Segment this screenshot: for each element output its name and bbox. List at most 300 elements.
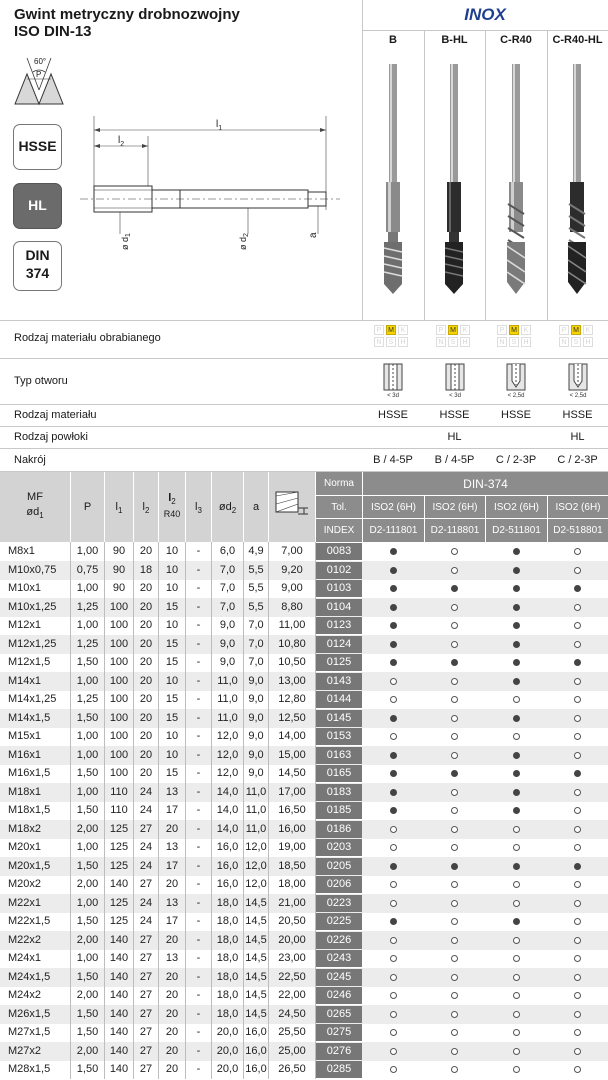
material-cell-n: N xyxy=(374,337,384,347)
index-cell: 0145 xyxy=(316,710,362,727)
square-a-cell: 14,5 xyxy=(244,894,269,913)
availability-open-dot xyxy=(574,1066,581,1073)
availability-open-dot xyxy=(390,733,397,740)
product-code: D2-518801 xyxy=(547,519,608,542)
length-l2-r40-cell: 15 xyxy=(159,690,186,709)
chamfer-value: B / 4-5P xyxy=(373,454,413,466)
availability-open-dot xyxy=(451,641,458,648)
availability-open-dot xyxy=(513,955,520,962)
availability-open-dot xyxy=(451,974,458,981)
availability-open-dot xyxy=(574,974,581,981)
thread-size-cell: M22x1,5 xyxy=(0,912,71,931)
thread-size-cell: M10x1,25 xyxy=(0,598,71,617)
index-cell: 0276 xyxy=(316,1043,362,1060)
diameter-d2-cell: 18,0 xyxy=(212,968,244,987)
availability-open-dot xyxy=(390,992,397,999)
chamfer-row xyxy=(0,448,608,472)
thread-size-cell: M16x1 xyxy=(0,746,71,765)
length-l3-cell: - xyxy=(186,820,212,839)
length-l3-cell: - xyxy=(186,672,212,691)
length-l2-cell: 20 xyxy=(134,542,159,561)
square-a-cell: 14,5 xyxy=(244,986,269,1005)
thread-size-cell: M22x1 xyxy=(0,894,71,913)
din-badge-line1: DIN xyxy=(25,247,50,263)
pitch-cell: 1,00 xyxy=(71,727,105,746)
availability-open-dot xyxy=(451,955,458,962)
material-cell-m: M xyxy=(386,325,396,335)
length-l4-cell: 7,00 xyxy=(269,542,316,561)
diameter-d2-cell: 9,0 xyxy=(212,635,244,654)
index-cell: 0225 xyxy=(316,913,362,930)
table-row xyxy=(0,672,608,691)
availability-open-dot xyxy=(513,881,520,888)
table-row xyxy=(0,1023,608,1042)
length-l2-cell: 24 xyxy=(134,912,159,931)
chamfer-value: B / 4-5P xyxy=(434,454,475,466)
length-l2-cell: 24 xyxy=(134,783,159,802)
header-section xyxy=(0,0,608,320)
thread-size-cell: M14x1,25 xyxy=(0,690,71,709)
availability-open-dot xyxy=(451,789,458,796)
square-a-cell: 5,5 xyxy=(244,561,269,580)
material-cell-h: H xyxy=(398,337,408,347)
material-cell-s: S xyxy=(571,337,581,347)
length-l4-cell: 14,00 xyxy=(269,727,316,746)
tool-image-c-r40 xyxy=(503,64,529,296)
availability-open-dot xyxy=(390,826,397,833)
square-a-cell: 16,0 xyxy=(244,1042,269,1061)
thread-size-cell: M12x1,5 xyxy=(0,653,71,672)
length-l1-cell: 110 xyxy=(105,783,134,802)
pitch-cell: 1,50 xyxy=(71,857,105,876)
diameter-d2-cell: 18,0 xyxy=(212,912,244,931)
length-l2-cell: 27 xyxy=(134,1005,159,1024)
thread-size-cell: M12x1 xyxy=(0,616,71,635)
length-l2-r40-cell: 13 xyxy=(159,894,186,913)
length-l3-cell: - xyxy=(186,894,212,913)
length-l1-cell: 140 xyxy=(105,1023,134,1042)
index-cell: 0246 xyxy=(316,987,362,1004)
length-l3-cell: - xyxy=(186,727,212,746)
availability-open-dot xyxy=(451,678,458,685)
availability-open-dot xyxy=(451,807,458,814)
length-l2-cell: 20 xyxy=(134,746,159,765)
thread-size-cell: M10x0,75 xyxy=(0,561,71,580)
material-cell-p: P xyxy=(374,325,384,335)
diameter-d2-cell: 16,0 xyxy=(212,857,244,876)
diameter-d2-cell: 16,0 xyxy=(212,875,244,894)
square-a-cell: 12,0 xyxy=(244,875,269,894)
square-a-cell: 12,0 xyxy=(244,838,269,857)
availability-open-dot xyxy=(451,622,458,629)
availability-open-dot xyxy=(390,900,397,907)
hole-depth-note: < 2,5d xyxy=(569,393,587,399)
length-l2-r40-cell: 17 xyxy=(159,801,186,820)
length-l3-cell: - xyxy=(186,616,212,635)
square-a-cell: 16,0 xyxy=(244,1023,269,1042)
length-l4-cell: 22,00 xyxy=(269,986,316,1005)
table-row xyxy=(0,875,608,894)
thread-size-cell: M15x1 xyxy=(0,727,71,746)
index-label: INDEX xyxy=(316,519,362,542)
index-cell: 0124 xyxy=(316,636,362,653)
length-l2-cell: 24 xyxy=(134,857,159,876)
square-a-cell: 7,0 xyxy=(244,616,269,635)
index-cell: 0183 xyxy=(316,784,362,801)
availability-open-dot xyxy=(451,548,458,555)
availability-open-dot xyxy=(451,1048,458,1055)
norma-label: Norma xyxy=(316,472,362,496)
length-l2-r40-cell: 20 xyxy=(159,1005,186,1024)
length-l2-cell: 20 xyxy=(134,709,159,728)
table-row xyxy=(0,820,608,839)
index-cell: 0185 xyxy=(316,802,362,819)
length-l2-cell: 27 xyxy=(134,986,159,1005)
availability-filled-dot xyxy=(513,622,520,629)
thread-size-cell: M18x1 xyxy=(0,783,71,802)
tol-value: ISO2 (6H) xyxy=(485,496,547,519)
availability-open-dot xyxy=(390,955,397,962)
col-a: a xyxy=(244,472,269,542)
length-l1-cell: 100 xyxy=(105,709,134,728)
availability-open-dot xyxy=(574,567,581,574)
din-label: DIN-374 xyxy=(362,472,608,496)
length-l1-cell: 140 xyxy=(105,931,134,950)
length-l4-cell: 9,20 xyxy=(269,561,316,580)
length-l4-cell: 26,50 xyxy=(269,1060,316,1079)
thread-size-cell: M22x2 xyxy=(0,931,71,950)
availability-open-dot xyxy=(451,696,458,703)
availability-filled-dot xyxy=(513,752,520,759)
availability-filled-dot xyxy=(513,659,520,666)
length-l4-cell: 10,80 xyxy=(269,635,316,654)
diameter-d2-cell: 7,0 xyxy=(212,579,244,598)
length-l2-r40-cell: 17 xyxy=(159,857,186,876)
pitch-cell: 1,50 xyxy=(71,968,105,987)
length-l2-r40-cell: 20 xyxy=(159,820,186,839)
length-l2-r40-cell: 20 xyxy=(159,1042,186,1061)
table-row xyxy=(0,746,608,765)
length-l4-cell: 25,50 xyxy=(269,1023,316,1042)
length-l4-cell: 20,50 xyxy=(269,912,316,931)
page-subtitle: ISO DIN-13 xyxy=(14,23,92,40)
availability-filled-dot xyxy=(390,770,397,777)
length-l2-cell: 20 xyxy=(134,635,159,654)
availability-open-dot xyxy=(574,918,581,925)
length-l2-r40-cell: 13 xyxy=(159,949,186,968)
square-a-cell: 14,5 xyxy=(244,968,269,987)
length-l1-cell: 140 xyxy=(105,986,134,1005)
diameter-d2-cell: 11,0 xyxy=(212,672,244,691)
thread-size-cell: M18x2 xyxy=(0,820,71,839)
length-l3-cell: - xyxy=(186,857,212,876)
pitch-cell: 1,50 xyxy=(71,912,105,931)
thread-size-cell: M12x1,25 xyxy=(0,635,71,654)
index-cell: 0165 xyxy=(316,765,362,782)
availability-open-dot xyxy=(574,1011,581,1018)
pitch-cell: 1,50 xyxy=(71,709,105,728)
thread-size-cell: M24x1 xyxy=(0,949,71,968)
length-l2-cell: 27 xyxy=(134,875,159,894)
hsse-badge: HSSE xyxy=(13,124,62,170)
availability-open-dot xyxy=(574,678,581,685)
a-label: a xyxy=(308,232,319,238)
table-row xyxy=(0,949,608,968)
material-cell-s: S xyxy=(509,337,519,347)
index-cell: 0104 xyxy=(316,599,362,616)
material-cell-h: H xyxy=(583,337,593,347)
availability-filled-dot xyxy=(451,863,458,870)
length-l2-r40-cell: 10 xyxy=(159,746,186,765)
tool-material-row xyxy=(0,404,608,426)
availability-open-dot xyxy=(574,955,581,962)
availability-filled-dot xyxy=(390,789,397,796)
coating-value: HL xyxy=(570,431,585,443)
tol-value: ISO2 (6H) xyxy=(362,496,424,519)
availability-open-dot xyxy=(513,733,520,740)
square-a-cell: 9,0 xyxy=(244,672,269,691)
table-row xyxy=(0,894,608,913)
table-row xyxy=(0,635,608,654)
availability-filled-dot xyxy=(451,659,458,666)
index-cell: 0163 xyxy=(316,747,362,764)
length-l2-r40-cell: 10 xyxy=(159,542,186,561)
availability-open-dot xyxy=(390,844,397,851)
index-cell: 0186 xyxy=(316,821,362,838)
pitch-cell: 1,00 xyxy=(71,542,105,561)
hole-depth-note: < 3d xyxy=(449,393,461,399)
pitch-cell: 1,00 xyxy=(71,616,105,635)
availability-open-dot xyxy=(390,1011,397,1018)
availability-filled-dot xyxy=(390,622,397,629)
length-l3-cell: - xyxy=(186,783,212,802)
availability-open-dot xyxy=(574,548,581,555)
coating-row-label: Rodzaj powłoki xyxy=(14,431,88,443)
variant-header: B xyxy=(389,34,397,46)
length-l4-cell: 22,50 xyxy=(269,968,316,987)
length-l4-cell: 21,00 xyxy=(269,894,316,913)
length-l4-cell: 13,00 xyxy=(269,672,316,691)
availability-open-dot xyxy=(451,992,458,999)
tap-drawing xyxy=(80,110,350,270)
length-l1-cell: 100 xyxy=(105,616,134,635)
thread-profile-icon xyxy=(13,52,65,108)
pitch-cell: 1,00 xyxy=(71,783,105,802)
tool-material-value: HSSE xyxy=(439,409,470,421)
length-l1-cell: 125 xyxy=(105,912,134,931)
col-l3: $l_3$ xyxy=(186,472,212,542)
availability-filled-dot xyxy=(513,807,520,814)
length-l1-cell: 140 xyxy=(105,875,134,894)
page-title: Gwint metryczny drobnozwojny xyxy=(14,6,240,23)
pitch-cell: 2,00 xyxy=(71,1042,105,1061)
index-cell: 0125 xyxy=(316,654,362,671)
availability-filled-dot xyxy=(390,604,397,611)
pitch-cell: 1,00 xyxy=(71,894,105,913)
availability-open-dot xyxy=(390,696,397,703)
availability-filled-dot xyxy=(390,641,397,648)
availability-open-dot xyxy=(574,604,581,611)
diameter-d2-cell: 9,0 xyxy=(212,616,244,635)
length-l4-cell: 25,00 xyxy=(269,1042,316,1061)
diameter-d2-cell: 16,0 xyxy=(212,838,244,857)
l1-label: $l_1$ xyxy=(216,119,223,132)
pitch-cell: 1,00 xyxy=(71,579,105,598)
square-drive-icon xyxy=(272,486,312,526)
tool-material-value: HSSE xyxy=(501,409,531,421)
availability-filled-dot xyxy=(390,715,397,722)
length-l4-cell: 24,50 xyxy=(269,1005,316,1024)
length-l1-cell: 100 xyxy=(105,746,134,765)
length-l2-cell: 24 xyxy=(134,801,159,820)
square-a-cell: 9,0 xyxy=(244,727,269,746)
product-code: D2-118801 xyxy=(424,519,485,542)
d1-label: ø $d_1$ xyxy=(120,233,132,250)
table-header xyxy=(0,472,608,542)
length-l2-cell: 20 xyxy=(134,653,159,672)
length-l2-cell: 18 xyxy=(134,561,159,580)
table-row xyxy=(0,912,608,931)
availability-open-dot xyxy=(574,1029,581,1036)
pitch-cell: 2,00 xyxy=(71,986,105,1005)
availability-open-dot xyxy=(513,900,520,907)
index-cell: 0226 xyxy=(316,932,362,949)
length-l1-cell: 100 xyxy=(105,653,134,672)
length-l2-cell: 27 xyxy=(134,820,159,839)
length-l1-cell: 140 xyxy=(105,968,134,987)
square-a-cell: 5,5 xyxy=(244,579,269,598)
material-cell-s: S xyxy=(386,337,396,347)
length-l2-cell: 24 xyxy=(134,894,159,913)
length-l1-cell: 90 xyxy=(105,561,134,580)
col-sketch xyxy=(269,472,316,542)
length-l3-cell: - xyxy=(186,801,212,820)
availability-open-dot xyxy=(390,974,397,981)
material-grid xyxy=(497,323,535,357)
product-code: D2-111801 xyxy=(362,519,424,542)
length-l2-r40-cell: 10 xyxy=(159,579,186,598)
diameter-d2-cell: 14,0 xyxy=(212,801,244,820)
material-row xyxy=(0,320,608,358)
square-a-cell: 5,5 xyxy=(244,598,269,617)
tol-value: ISO2 (6H) xyxy=(547,496,608,519)
tool-material-value: HSSE xyxy=(378,409,408,421)
length-l1-cell: 140 xyxy=(105,949,134,968)
availability-filled-dot xyxy=(574,659,581,666)
availability-open-dot xyxy=(390,937,397,944)
pitch-cell: 2,00 xyxy=(71,931,105,950)
index-cell: 0143 xyxy=(316,673,362,690)
length-l3-cell: - xyxy=(186,598,212,617)
availability-filled-dot xyxy=(513,604,520,611)
availability-filled-dot xyxy=(574,585,581,592)
length-l2-cell: 20 xyxy=(134,672,159,691)
pitch-cell: 1,00 xyxy=(71,746,105,765)
availability-open-dot xyxy=(451,604,458,611)
length-l2-r40-cell: 15 xyxy=(159,653,186,672)
diameter-d2-cell: 14,0 xyxy=(212,820,244,839)
length-l2-r40-cell: 20 xyxy=(159,875,186,894)
availability-filled-dot xyxy=(513,770,520,777)
pitch-cell: 1,50 xyxy=(71,764,105,783)
pitch-cell: 1,25 xyxy=(71,690,105,709)
pitch-cell: 2,00 xyxy=(71,820,105,839)
pitch-cell: 1,50 xyxy=(71,1060,105,1079)
tool-material-row-label: Rodzaj materiału xyxy=(14,409,97,421)
length-l4-cell: 15,00 xyxy=(269,746,316,765)
length-l1-cell: 100 xyxy=(105,690,134,709)
index-cell: 0243 xyxy=(316,950,362,967)
length-l4-cell: 20,00 xyxy=(269,931,316,950)
thread-size-cell: M14x1,5 xyxy=(0,709,71,728)
index-cell: 0205 xyxy=(316,858,362,875)
length-l2-cell: 27 xyxy=(134,949,159,968)
table-row xyxy=(0,968,608,987)
availability-open-dot xyxy=(451,937,458,944)
length-l4-cell: 9,00 xyxy=(269,579,316,598)
material-cell-k: K xyxy=(460,325,470,335)
material-cell-k: K xyxy=(398,325,408,335)
length-l2-r40-cell: 10 xyxy=(159,616,186,635)
din-badge-line2: 374 xyxy=(25,265,50,281)
square-a-cell: 9,0 xyxy=(244,746,269,765)
availability-filled-dot xyxy=(513,678,520,685)
col-d2: $ød_2$ xyxy=(212,472,244,542)
availability-open-dot xyxy=(451,900,458,907)
chamfer-value: C / 2-3P xyxy=(557,454,598,466)
length-l3-cell: - xyxy=(186,635,212,654)
material-cell-k: K xyxy=(521,325,531,335)
variant-header: C-R40-HL xyxy=(552,34,603,46)
pitch-cell: 0,75 xyxy=(71,561,105,580)
availability-filled-dot xyxy=(390,863,397,870)
availability-open-dot xyxy=(574,789,581,796)
square-a-cell: 14,5 xyxy=(244,949,269,968)
thread-size-cell: M8x1 xyxy=(0,542,71,561)
length-l2-r40-cell: 15 xyxy=(159,764,186,783)
length-l3-cell: - xyxy=(186,931,212,950)
index-cell: 0275 xyxy=(316,1024,362,1041)
length-l2-cell: 20 xyxy=(134,690,159,709)
availability-open-dot xyxy=(451,715,458,722)
availability-filled-dot xyxy=(513,789,520,796)
length-l4-cell: 17,00 xyxy=(269,783,316,802)
index-cell: 0123 xyxy=(316,617,362,634)
length-l3-cell: - xyxy=(186,968,212,987)
length-l2-r40-cell: 15 xyxy=(159,598,186,617)
length-l2-cell: 20 xyxy=(134,579,159,598)
index-cell: 0102 xyxy=(316,562,362,579)
length-l2-r40-cell: 13 xyxy=(159,783,186,802)
material-grid xyxy=(436,323,474,357)
table-row xyxy=(0,616,608,635)
din-badge xyxy=(13,241,62,291)
length-l2-r40-cell: 13 xyxy=(159,838,186,857)
availability-open-dot xyxy=(574,622,581,629)
availability-open-dot xyxy=(513,1011,520,1018)
table-row xyxy=(0,690,608,709)
pitch-cell: 1,50 xyxy=(71,1023,105,1042)
availability-open-dot xyxy=(390,881,397,888)
tool-material-value: HSSE xyxy=(562,409,593,421)
pitch-cell: 2,00 xyxy=(71,875,105,894)
length-l3-cell: - xyxy=(186,746,212,765)
length-l1-cell: 100 xyxy=(105,635,134,654)
length-l3-cell: - xyxy=(186,912,212,931)
square-a-cell: 12,0 xyxy=(244,857,269,876)
availability-open-dot xyxy=(574,641,581,648)
coating-row xyxy=(0,426,608,448)
